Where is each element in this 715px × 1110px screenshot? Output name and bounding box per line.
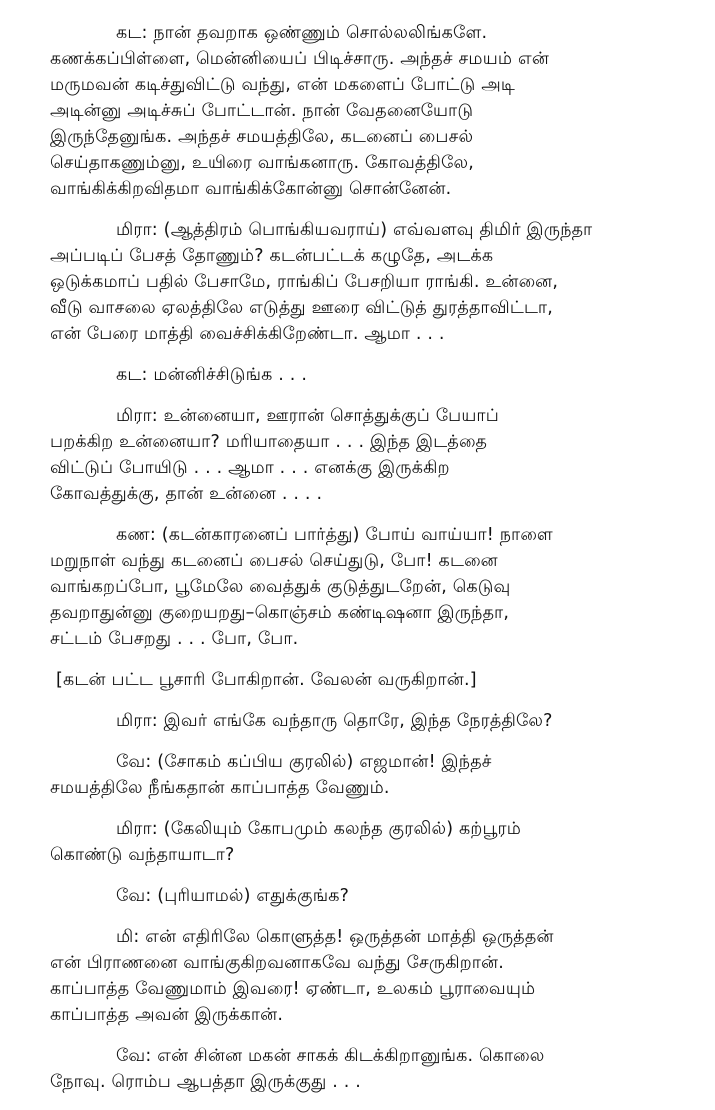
dialogue-paragraph: கண: (கடன்காரனைப் பார்த்து) போய் வாய்யா! நாளை மறுநாள் வந்து கடனைப் பைசல் செய்துடு, போ! கடனை வாங்கறப்போ, பூமேலே வைத்துக் குடுத்துடறேன், கெடுவு தவறாதுன்னு குறையறது–கொஞ்சம் கண்டிஷனா இருந்தா, சட்டம் பேசறது . . . போ, போ. <box>50 525 553 649</box>
dialogue-paragraph: மிரா: (ஆத்திரம் பொங்கியவராய்) எவ்வளவு திமிர் இருந்தா அப்படிப் பேசத் தோணும்? கடன்பட்டக் கழுதே, அடக்க ஒடுக்கமாப் பதில் பேசாமே, ராங்கிப் பேசறியா ராங்கி. உன்னை, வீடு வாசலை ஏலத்திலே எடுத்து ஊரை விட்டுத் துரத்தாவிட்டா, என் பேரை மாத்தி வைச்சிக்கிறேண்டா. ஆமா . . . <box>50 220 593 344</box>
dialogue-paragraph: வே: (சோகம் கப்பிய குரலில்) எஜமான்! இந்தச் சமயத்திலே நீங்கதான் காப்பாத்த வேணும். <box>50 752 492 798</box>
dialogue-paragraph: கட: மன்னிச்சிடுங்க . . . <box>116 365 308 385</box>
dialogue-paragraph: வே: என் சின்ன மகன் சாகக் கிடக்கிறானுங்க. கொலை நோவு. ரொம்ப ஆபத்தா இருக்குது . . . <box>50 1046 545 1092</box>
dialogue-paragraph: வே: (புரியாமல்) எதுக்குங்க? <box>116 886 350 906</box>
dialogue-paragraph: கட: நான் தவறாக ஒண்ணும் சொல்லலிங்களே. கணக்கப்பிள்ளை, மென்னியைப் பிடிச்சாரு. அந்தச் சமயம் என் மருமவன் கடிச்துவிட்டு வந்து, என் மகளைப் போட்டு அடி அடின்னு அடிச்சுப் போட்டான். நான் வேதனையோடு இருந்தேனுங்க. அந்தச் சமயத்திலே, கடனைப் பைசல் செய்தாகணும்னு, உயிரை வாங்கனாரு. கோவத்திலே, வாங்கிக்கிறவிதமா வாங்கிக்கோன்னு சொன்னேன். <box>50 23 549 199</box>
dialogue-paragraph: மி: என் எதிரிலே கொளுத்த! ஒருத்தன் மாத்தி ஒருத்தன் என் பிராணனை வாங்குகிறவனாகவே வந்து சேருகிறான். காப்பாத்த வேணுமாம் இவரை! ஏண்டா, உலகம் பூராவையும் காப்பாத்த அவன் இருக்கான். <box>50 927 554 1025</box>
dialogue-paragraph: மிரா: இவர் எங்கே வந்தாரு தொரே, இந்த நேரத்திலே? <box>116 711 553 731</box>
stage-direction: [கடன் பட்ட பூசாரி போகிறான். வேலன் வருகிறான்.] <box>56 670 477 690</box>
dialogue-paragraph: மிரா: உன்னையா, ஊரான் சொத்துக்குப் பேயாப் பறக்கிற உன்னையா? மரியாதையா . . . இந்த இடத்தை விட்டுப் போயிடு . . . ஆமா . . . எனக்கு இருக்கிற கோவத்துக்கு, தான் உன்னை . . . . <box>50 406 499 504</box>
play-script-text <box>50 20 678 1110</box>
dialogue-paragraph: மிரா: (கேலியும் கோபமும் கலந்த குரலில்) கற்பூரம் கொண்டு வந்தாயாடா? <box>50 819 522 865</box>
